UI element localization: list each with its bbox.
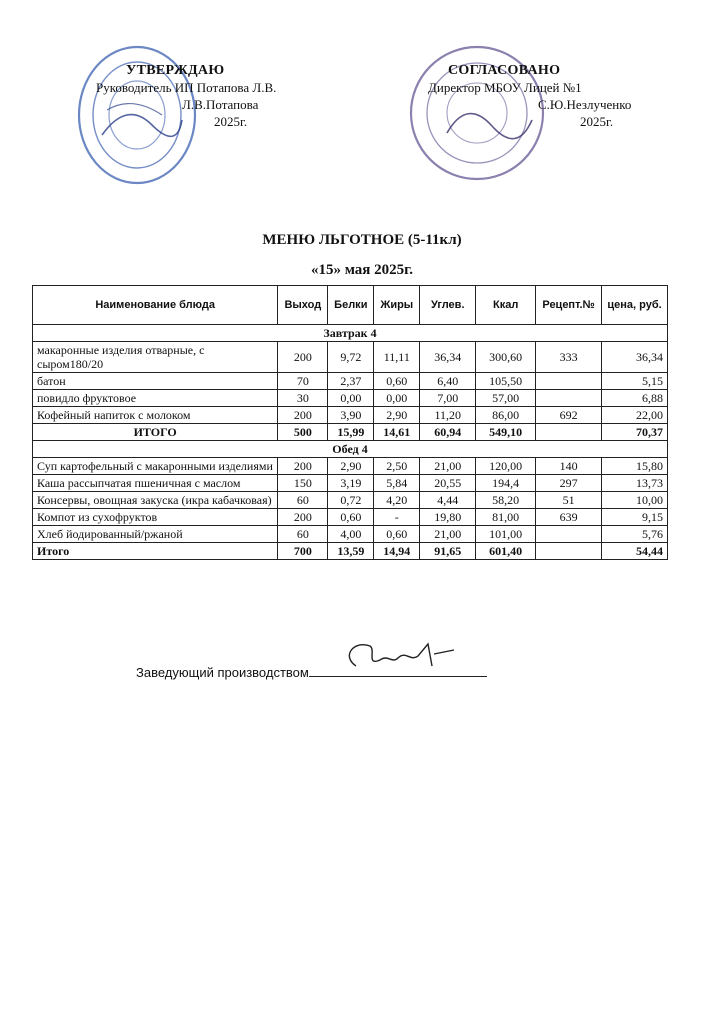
table-row bbox=[33, 373, 668, 390]
cell-protein: 4,00 bbox=[328, 526, 374, 543]
approval-right-line1: Директор МБОУ Лицей №1 bbox=[428, 80, 582, 95]
cell-kcal: 86,00 bbox=[476, 407, 536, 424]
cell-output: 60 bbox=[278, 492, 328, 509]
dish-name: батон bbox=[33, 373, 278, 390]
cell-kcal: 101,00 bbox=[476, 526, 536, 543]
cell-recipe: 333 bbox=[536, 342, 602, 373]
table-row bbox=[33, 492, 668, 509]
cell-kcal: 601,40 bbox=[476, 543, 536, 560]
cell-recipe: 140 bbox=[536, 458, 602, 475]
dish-name: ИТОГО bbox=[33, 424, 278, 441]
cell-recipe: 639 bbox=[536, 509, 602, 526]
table-row bbox=[33, 390, 668, 407]
col-kcal-header: Ккал bbox=[476, 286, 536, 325]
table-row bbox=[33, 509, 668, 526]
table-header-row bbox=[33, 286, 668, 325]
cell-output: 500 bbox=[278, 424, 328, 441]
footer-signature bbox=[136, 664, 487, 680]
cell-carbs: 7,00 bbox=[420, 390, 476, 407]
cell-output: 200 bbox=[278, 342, 328, 373]
cell-protein: 3,90 bbox=[328, 407, 374, 424]
cell-fat: - bbox=[374, 509, 420, 526]
approval-left-header: УТВЕРЖДАЮ bbox=[126, 63, 225, 78]
cell-carbs: 36,34 bbox=[420, 342, 476, 373]
cell-fat: 2,50 bbox=[374, 458, 420, 475]
cell-carbs: 60,94 bbox=[420, 424, 476, 441]
col-fat-header: Жиры bbox=[374, 286, 420, 325]
cell-fat: 11,11 bbox=[374, 342, 420, 373]
cell-output: 200 bbox=[278, 458, 328, 475]
dish-name: Хлеб йодированный/ржаной bbox=[33, 526, 278, 543]
cell-price: 6,88 bbox=[602, 390, 668, 407]
cell-kcal: 81,00 bbox=[476, 509, 536, 526]
footer-label: Заведующий производством bbox=[136, 665, 309, 680]
dish-name: Компот из сухофруктов bbox=[33, 509, 278, 526]
cell-protein: 0,00 bbox=[328, 390, 374, 407]
cell-recipe bbox=[536, 424, 602, 441]
dish-name: Кофейный напиток с молоком bbox=[33, 407, 278, 424]
cell-price: 22,00 bbox=[602, 407, 668, 424]
cell-recipe bbox=[536, 373, 602, 390]
cell-price: 15,80 bbox=[602, 458, 668, 475]
section-title: Завтрак 4 bbox=[33, 325, 668, 342]
cell-price: 54,44 bbox=[602, 543, 668, 560]
cell-fat: 5,84 bbox=[374, 475, 420, 492]
approval-right-header: СОГЛАСОВАНО bbox=[448, 63, 561, 78]
cell-carbs: 21,00 bbox=[420, 458, 476, 475]
cell-price: 36,34 bbox=[602, 342, 668, 373]
col-protein-header: Белки bbox=[328, 286, 374, 325]
approval-left-name: Л.В.Потапова bbox=[182, 97, 259, 112]
signature-line bbox=[309, 664, 487, 677]
cell-price: 10,00 bbox=[602, 492, 668, 509]
cell-price: 5,76 bbox=[602, 526, 668, 543]
cell-output: 200 bbox=[278, 509, 328, 526]
section-breakfast bbox=[33, 325, 668, 342]
cell-kcal: 194,4 bbox=[476, 475, 536, 492]
table-row bbox=[33, 342, 668, 373]
table-row bbox=[33, 407, 668, 424]
cell-recipe: 692 bbox=[536, 407, 602, 424]
cell-protein: 2,37 bbox=[328, 373, 374, 390]
cell-output: 200 bbox=[278, 407, 328, 424]
cell-carbs: 19,80 bbox=[420, 509, 476, 526]
approval-left-line1: Руководитель ИП Потапова Л.В. bbox=[96, 80, 277, 95]
cell-price: 5,15 bbox=[602, 373, 668, 390]
cell-protein: 3,19 bbox=[328, 475, 374, 492]
cell-kcal: 57,00 bbox=[476, 390, 536, 407]
approval-right-name: С.Ю.Незлученко bbox=[538, 97, 632, 112]
cell-recipe bbox=[536, 543, 602, 560]
dish-name: повидло фруктовое bbox=[33, 390, 278, 407]
cell-fat: 14,94 bbox=[374, 543, 420, 560]
col-recipe-header: Рецепт.№ bbox=[536, 286, 602, 325]
cell-carbs: 21,00 bbox=[420, 526, 476, 543]
cell-carbs: 11,20 bbox=[420, 407, 476, 424]
menu-table bbox=[32, 285, 668, 560]
cell-kcal: 58,20 bbox=[476, 492, 536, 509]
document-title: МЕНЮ ЛЬГОТНОЕ (5-11кл) bbox=[262, 232, 462, 248]
section-lunch bbox=[33, 441, 668, 458]
lunch-total-row bbox=[33, 543, 668, 560]
dish-name: Каша рассыпчатая пшеничная с маслом bbox=[33, 475, 278, 492]
table-row bbox=[33, 526, 668, 543]
dish-name: Консервы, овощная закуска (икра кабачковая) bbox=[33, 492, 278, 509]
table-row bbox=[33, 458, 668, 475]
cell-protein: 15,99 bbox=[328, 424, 374, 441]
cell-fat: 0,60 bbox=[374, 373, 420, 390]
cell-kcal: 300,60 bbox=[476, 342, 536, 373]
section-title: Обед 4 bbox=[33, 441, 668, 458]
cell-recipe bbox=[536, 390, 602, 407]
approval-right-date: 2025г. bbox=[580, 114, 614, 129]
cell-protein: 2,90 bbox=[328, 458, 374, 475]
dish-name: Итого bbox=[33, 543, 278, 560]
cell-output: 70 bbox=[278, 373, 328, 390]
cell-carbs: 91,65 bbox=[420, 543, 476, 560]
col-carbs-header: Углев. bbox=[420, 286, 476, 325]
cell-kcal: 120,00 bbox=[476, 458, 536, 475]
cell-protein: 0,60 bbox=[328, 509, 374, 526]
cell-fat: 4,20 bbox=[374, 492, 420, 509]
cell-output: 150 bbox=[278, 475, 328, 492]
cell-fat: 0,00 bbox=[374, 390, 420, 407]
cell-fat: 2,90 bbox=[374, 407, 420, 424]
col-price-header: цена, руб. bbox=[602, 286, 668, 325]
cell-output: 700 bbox=[278, 543, 328, 560]
document-date: «15» мая 2025г. bbox=[310, 262, 414, 278]
cell-price: 13,73 bbox=[602, 475, 668, 492]
cell-carbs: 4,44 bbox=[420, 492, 476, 509]
cell-recipe bbox=[536, 526, 602, 543]
cell-price: 9,15 bbox=[602, 509, 668, 526]
cell-protein: 13,59 bbox=[328, 543, 374, 560]
cell-output: 60 bbox=[278, 526, 328, 543]
col-output-header: Выход bbox=[278, 286, 328, 325]
cell-protein: 0,72 bbox=[328, 492, 374, 509]
dish-name: макаронные изделия отварные, с сыром180/20 bbox=[33, 342, 278, 373]
cell-price: 70,37 bbox=[602, 424, 668, 441]
cell-carbs: 6,40 bbox=[420, 373, 476, 390]
col-name-header: Наименование блюда bbox=[33, 286, 278, 325]
breakfast-total-row bbox=[33, 424, 668, 441]
cell-protein: 9,72 bbox=[328, 342, 374, 373]
cell-kcal: 105,50 bbox=[476, 373, 536, 390]
dish-name: Суп картофельный с макаронными изделиями bbox=[33, 458, 278, 475]
cell-kcal: 549,10 bbox=[476, 424, 536, 441]
cell-fat: 14,61 bbox=[374, 424, 420, 441]
table-row bbox=[33, 475, 668, 492]
cell-recipe: 297 bbox=[536, 475, 602, 492]
cell-carbs: 20,55 bbox=[420, 475, 476, 492]
cell-recipe: 51 bbox=[536, 492, 602, 509]
approval-left-date: 2025г. bbox=[214, 114, 248, 129]
cell-output: 30 bbox=[278, 390, 328, 407]
cell-fat: 0,60 bbox=[374, 526, 420, 543]
approval-right bbox=[428, 62, 688, 130]
approval-left bbox=[96, 62, 336, 130]
